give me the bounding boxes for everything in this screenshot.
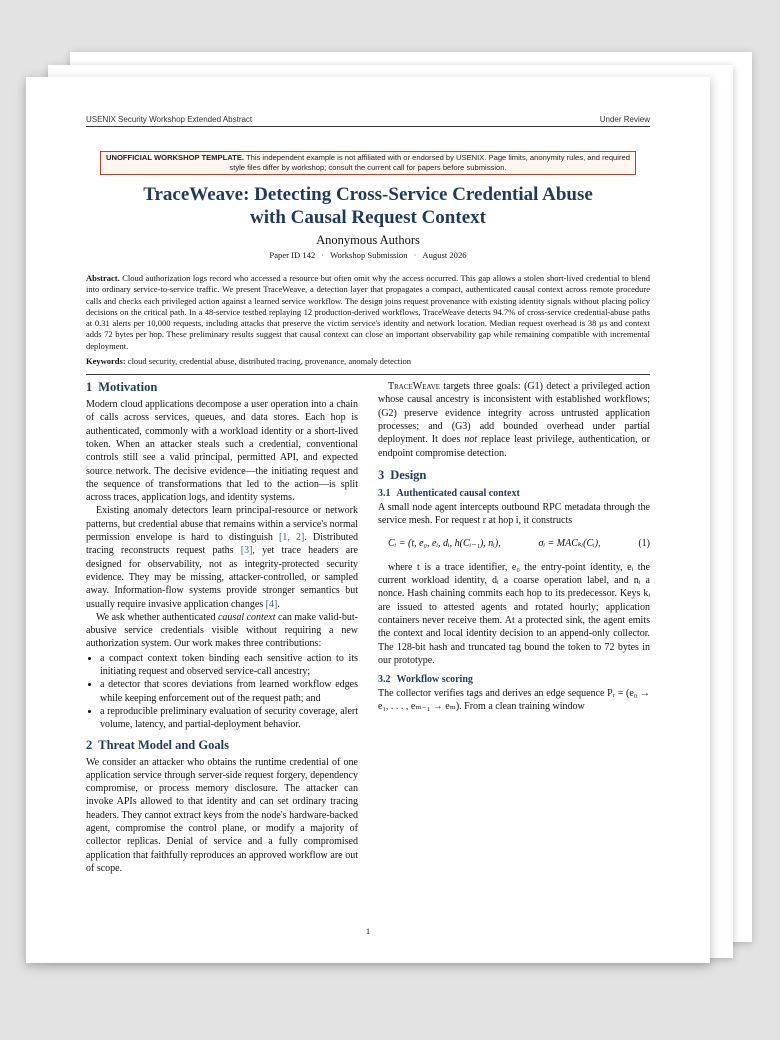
text-run: . Distributed tracing reconstructs request paths: [86, 532, 359, 557]
subsection-number: 3.1: [378, 487, 391, 499]
system-name: TraceWeave: [388, 381, 440, 393]
paragraph-threat-model: We consider an attacker who obtains the runtime credential of one application service through server-side request forgery, dependency compromise, or process memory disclosure. The attacker can invoke APIs allowed to that identity and can set ordinary tracing headers. They cannot extract keys from the node's hardware-backed agent, compromise the control plane, or modify a majority of collector replicas. Denial of service and a fully compromised application that faithfully reproduces an approved workflow are out of scope.: [86, 756, 358, 874]
title-line-1: TraceWeave: Detecting Cross-Service Credential Abuse: [143, 184, 593, 205]
subsection-number: 3.2: [378, 674, 391, 686]
section-title: Design: [390, 467, 427, 482]
subsection-heading-causal-context: [378, 487, 650, 500]
section-heading-motivation: [86, 380, 358, 395]
equation-lhs: Cᵢ = (t, e₀, eᵢ, dᵢ, h(Cᵢ₋₁), nᵢ),: [388, 538, 501, 550]
keywords: [86, 356, 650, 375]
left-column: [86, 380, 358, 875]
abstract: [86, 273, 650, 352]
paragraph: The collector verifies tags and derives an edge sequence Pᵣ = (e₀ → e₁, . . . , eₘ₋₁ → eₘ). From a clean training window: [378, 688, 650, 713]
list-item: • a reproducible preliminary evaluation of security coverage, alert volume, latency, and partial-deployment behavior.: [100, 705, 358, 732]
section-title: Threat Model and Goals: [98, 737, 229, 752]
text-run: replace least privilege, authentication, or endpoint compromise detection.: [378, 434, 650, 459]
right-column: [378, 380, 650, 875]
text-run: , yet trace headers are designed for observability, not as integrity-protected security evidence. They may be missing, attacker-controlled, or sampled away. Information-flow systems provide stronger semantics but usually require invasive application changes: [86, 545, 358, 610]
section-title: Motivation: [98, 380, 158, 395]
page-number: 1: [365, 926, 371, 936]
paper-meta: [86, 249, 650, 261]
header-left: USENIX Security Workshop Extended Abstract: [86, 115, 253, 124]
citation-link[interactable]: [3]: [240, 545, 253, 557]
meta-separator: ·: [321, 250, 325, 260]
paragraph-goals: [378, 380, 650, 460]
paragraph: [86, 611, 358, 651]
section-number: 3: [378, 467, 385, 482]
paper-title: [86, 183, 650, 229]
meta-separator: ·: [413, 250, 417, 260]
text-run: Existing anomaly detectors learn principal-resource or network patterns, but credential abuse that remains within a service's normal permission envelope is hard to distinguish: [86, 505, 358, 544]
text-run: can make valid-but-abusive service credentials visible without requiring a new authorization system. Our work makes three contributions:: [86, 611, 358, 650]
subsection-title: Authenticated causal context: [396, 487, 520, 499]
text-run: .: [277, 598, 280, 610]
date: August 2026: [422, 250, 467, 260]
text-run: We ask whether authenticated: [96, 611, 218, 623]
emphasis: causal context: [217, 611, 276, 623]
title-line-2: with Causal Request Context: [250, 207, 486, 228]
subsection-title: Workflow scoring: [396, 674, 473, 686]
paragraph: A small node agent intercepts outbound RPC metadata through the service mesh. For request r at hop i, it constructs: [378, 501, 650, 527]
contribution-list: [86, 652, 358, 732]
equation-1: [378, 537, 650, 550]
running-header: [86, 115, 650, 127]
notice-text: This independent example is not affiliated with or endorsed by USENIX. Page limits, anonymity rules, and required style files differ by workshop; consult the current call for papers before submission.: [229, 153, 630, 172]
keywords-label: Keywords:: [86, 356, 126, 367]
body-columns: [86, 380, 650, 875]
keywords-text: cloud security, credential abuse, distributed tracing, provenance, anomaly detection: [125, 356, 411, 367]
citation-link[interactable]: [1, 2]: [279, 532, 305, 544]
section-number: 1: [86, 380, 93, 395]
page-content: [86, 115, 650, 936]
emphasis: not: [464, 434, 478, 446]
template-notice: [100, 151, 636, 175]
paragraph: [86, 504, 358, 610]
list-item: • a compact context token binding each sensitive action to its initiating request and observed service-call ancestry;: [100, 652, 358, 679]
venue: Workshop Submission: [330, 250, 408, 260]
paragraph: where t is a trace identifier, e₀ the entry-point identity, eᵢ the current workload identity, dᵢ a coarse operation label, and nᵢ a nonce. Hash chaining commits each hop to its predecessor. Keys kᵢ are issued to attested agents and rotated hourly; application containers never receive them. At a protected sink, the agent emits the context and local identity decision to an append-only collector. The 128-bit hash and truncated tag bound the token to 72 bytes in our prototype.: [378, 561, 650, 666]
notice-bold: UNOFFICIAL WORKSHOP TEMPLATE.: [106, 153, 244, 162]
paper-id: Paper ID 142: [269, 250, 316, 260]
paragraph: Modern cloud applications decompose a user operation into a chain of calls across services, queues, and data stores. Each hop is authenticated, commonly with a workload identity or a short-lived token. When an attacker steals such a credential, conventional controls still see a valid principal, permitted API, and expected source network. The decisive evidence—the initiating request and the sequence of transformations that led to the action—is split across traces, application logs, and identity systems.: [86, 399, 358, 504]
section-heading-design: [378, 468, 650, 483]
equation-number: (1): [638, 538, 650, 550]
list-item: • a detector that scores deviations from learned workflow edges while keeping enforcement out of the request path; and: [100, 678, 358, 705]
header-right: Under Review: [599, 115, 650, 124]
abstract-text: Cloud authorization logs record who accessed a resource but often omit why the access occurred. This gap allows a stolen short-lived credential to blend into ordinary service-to-service traffic. We present TraceWeave, a detection layer that propagates a compact, authenticated causal context across remote procedure calls and checks each privileged action against a learned service workflow. The design joins request provenance with existing identity signals without placing policy decisions on the critical path. In a 48-service testbed replaying 12 production-derived workflows, TraceWeave detects 94.7% of cross-service credential-abuse paths at 0.31 alerts per 10,000 requests, including attacks that preserve the victim service's identity and network location. Median request overhead is 38 µs and context adds 72 bytes per hop. These preliminary results suggest that causal context can close an important observability gap while remaining compatible with incremental deployment.: [86, 273, 650, 351]
section-heading-threat-model: [86, 738, 358, 753]
subsection-heading-workflow-scoring: [378, 673, 650, 686]
equation-rhs: σᵢ = MACₖᵢ(Cᵢ),: [538, 538, 601, 550]
citation-link[interactable]: [4]: [265, 598, 278, 610]
paper-page: [26, 77, 710, 963]
section-number: 2: [86, 737, 93, 752]
abstract-label: Abstract.: [86, 273, 120, 283]
text-run: targets three goals: (G1) detect a privileged action whose causal ancestry is inconsistent with established workflows; (G2) preserve evidence integrity across untrusted application processes; and (G3) add bounded overhead under partial deployment. It does: [378, 381, 650, 446]
authors: Anonymous Authors: [316, 233, 420, 247]
